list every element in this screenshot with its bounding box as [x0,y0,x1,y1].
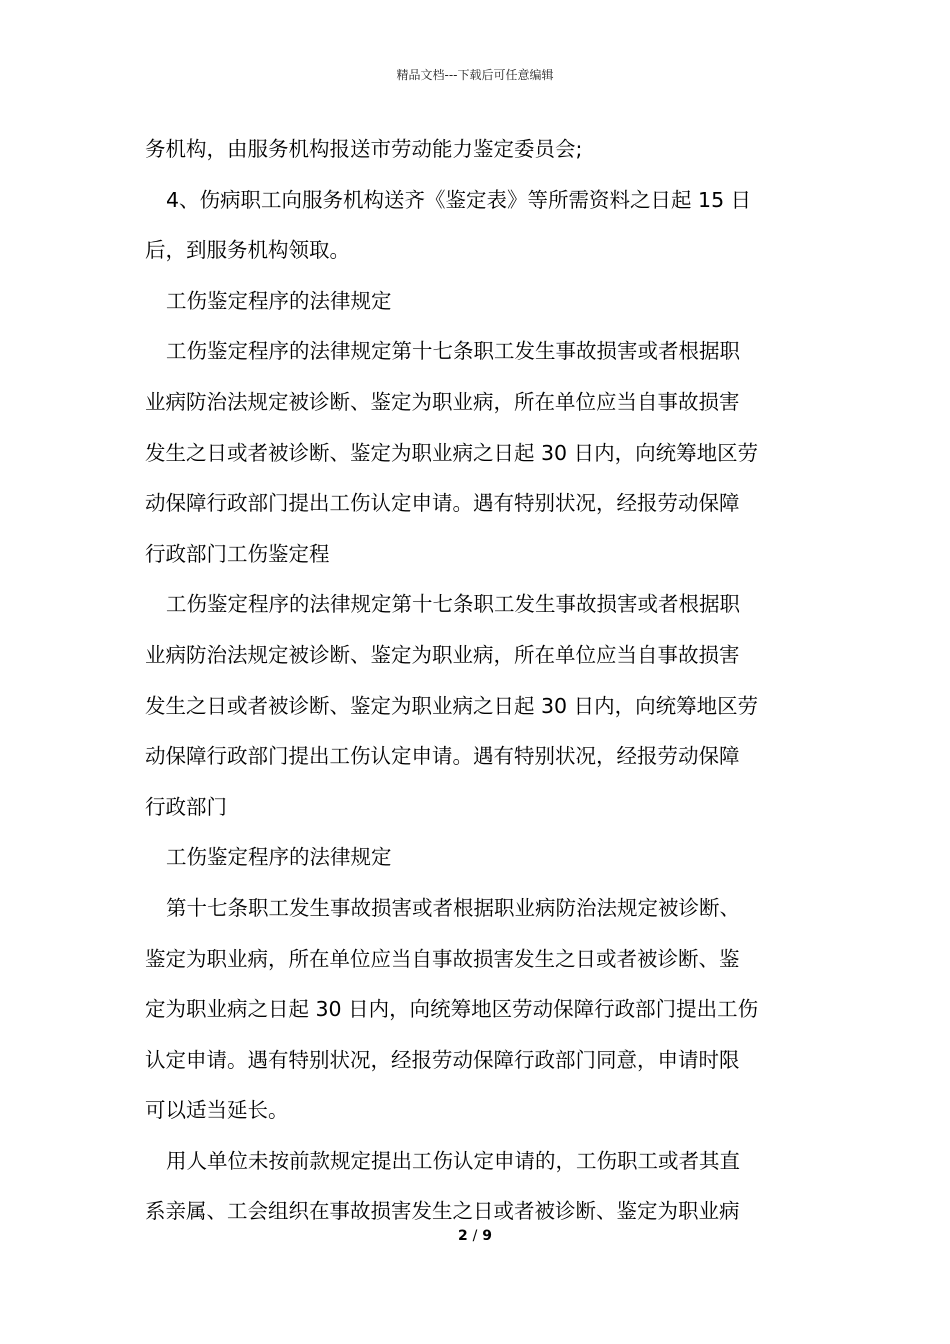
section-heading: 工伤鉴定程序的法律规定 [166,288,392,313]
page-header: 精品文档---下载后可任意编辑 [396,68,554,82]
text-line: 工伤鉴定程序的法律规定第十七条职工发生事故损害或者根据职 [166,592,740,617]
section-heading: 工伤鉴定程序的法律规定 [166,845,392,870]
text-line: 行政部门 [145,794,227,819]
text-line: 发生之日或者被诊断、鉴定为职业病之日起 30 日内，向统筹地区劳 [145,693,759,718]
page-total: 9 [482,1228,492,1244]
text-line: 可以适当延长。 [145,1098,289,1123]
text-line: 用人单位未按前款规定提出工伤认定申请的，工伤职工或者其直 [166,1148,740,1173]
text-line: 第十七条职工发生事故损害或者根据职业病防治法规定被诊断、 [166,895,740,920]
text-line: 定为职业病之日起 30 日内，向统筹地区劳动保障行政部门提出工伤 [145,997,759,1022]
text-line: 工伤鉴定程序的法律规定第十七条职工发生事故损害或者根据职 [166,339,740,364]
text-line: 认定申请。遇有特别状况，经报劳动保障行政部门同意，申请时限 [145,1047,740,1072]
text-line: 鉴定为职业病，所在单位应当自事故损害发生之日或者被诊断、鉴 [145,946,740,971]
text-line: 后，到服务机构领取。 [145,238,350,263]
page-number [0,1226,950,1246]
text-line: 动保障行政部门提出工伤认定申请。遇有特别状况，经报劳动保障 [145,744,740,769]
text-line: 务机构，由服务机构报送市劳动能力鉴定委员会; [145,137,583,161]
text-line: 系亲属、工会组织在事故损害发生之日或者被诊断、鉴定为职业病 [145,1199,740,1224]
text-line: 业病防治法规定被诊断、鉴定为职业病，所在单位应当自事故损害 [145,389,740,414]
page-current: 2 [458,1228,468,1244]
document-body [145,124,810,1237]
text-line: 行政部门工伤鉴定程 [145,541,330,566]
text-line: 发生之日或者被诊断、鉴定为职业病之日起 30 日内，向统筹地区劳 [145,440,759,465]
text-line: 动保障行政部门提出工伤认定申请。遇有特别状况，经报劳动保障 [145,491,740,516]
page-separator: / [472,1228,478,1244]
text-line: 业病防治法规定被诊断、鉴定为职业病，所在单位应当自事故损害 [145,642,740,667]
text-line: 4、伤病职工向服务机构送齐《鉴定表》等所需资料之日起 15 日 [166,187,752,212]
